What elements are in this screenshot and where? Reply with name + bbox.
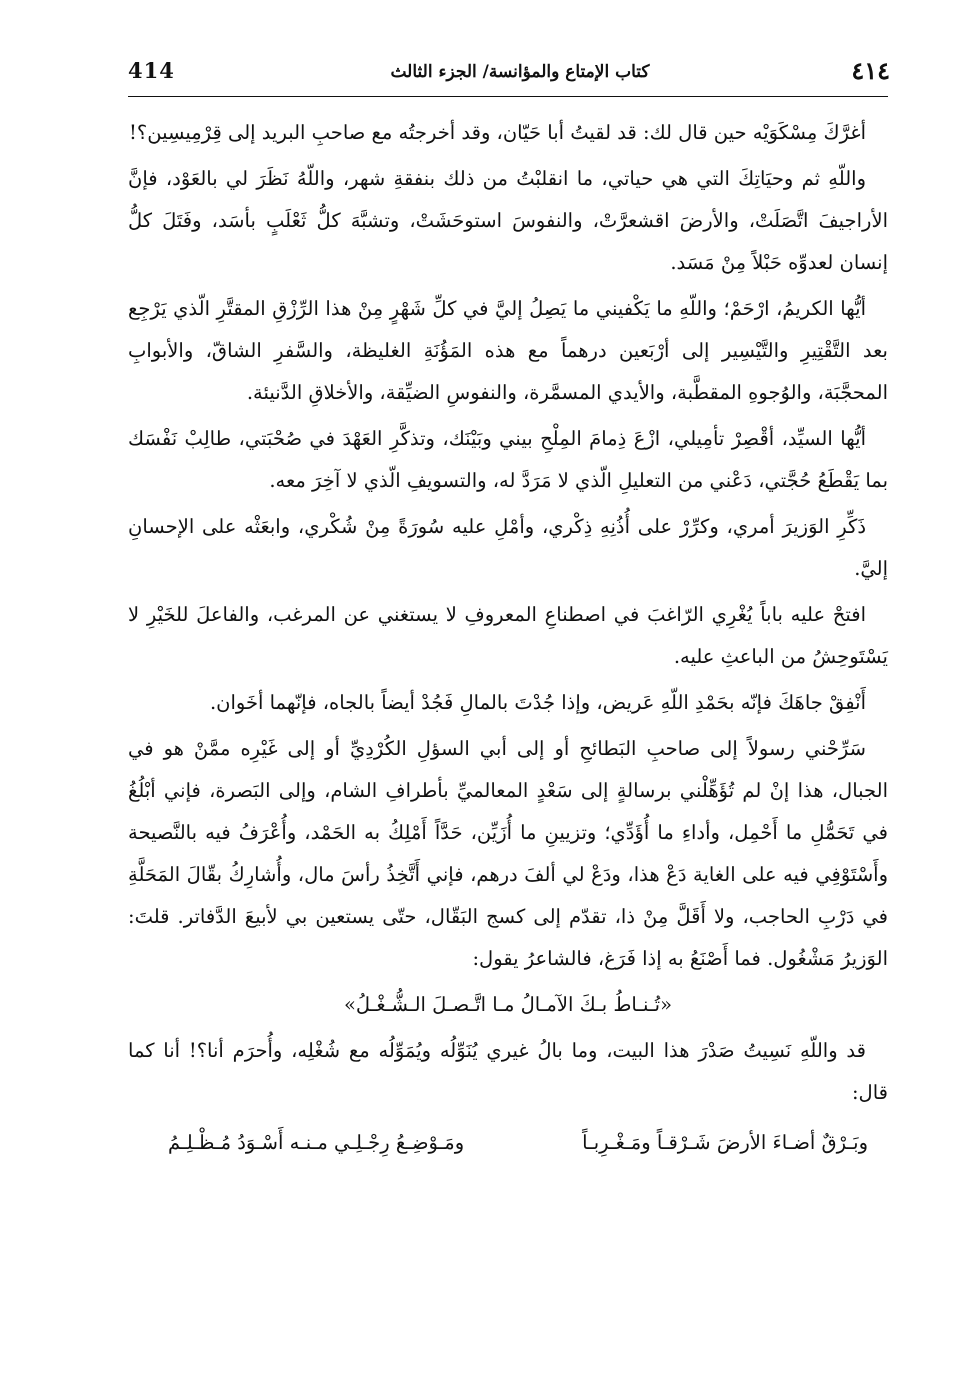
page-number-latin: 414 <box>128 58 175 83</box>
paragraph: أيُّها الكريمُ، ارْحَمْ؛ واللّهِ ما يَكْفيني ما يَصِلُ إليَّ في كلِّ شَهْرٍ مِنْ هذا الرِّزْقِ المقتَّرِ الّذي يَرْجِع بعد التَّقْتِيرِ والتَّيْسِير إلى أرْبَعين درهماً مع هذه المَؤُنَةِ الغليظة، والسَّفرِ الشاقّ، والأبوابِ المحجَّبَة، والوُجوهِ المقطَّبة، والأيدي المسمَّرة، والنفوسِ الضيِّقة، والأخلاقِ الدَّنيئة. <box>128 297 888 404</box>
page-number-arabic: ٤١٤ <box>851 56 890 85</box>
header-rule <box>128 96 888 97</box>
paragraph: أَنْفِقْ جاهَكَ فإنّه بحَمْدِ اللّهِ عَريض، وإذا جُدْتَ بالمالِ فَجُدْ أيضاً بالجاه، فإنّهما أخَوان. <box>209 691 866 714</box>
body-text <box>128 112 888 1164</box>
closing-paragraph: قد واللّهِ نَسِيتُ صَدْرَ هذا البيت، وما بالُ غيري يُنَوِّلُه ويُمَوِّلُه مع شُغْلِه، وأُحرَم أنا؟! أنا كما قال: <box>128 1039 888 1104</box>
paragraph: ذَكِّرِ الوَزيرَ أمري، وكرِّرْ على أُذُنِهِ ذِكْري، وأمْلِ عليه سُورَةً مِنْ شُكْري، وابعَثْه على الإحسانِ إليَّ. <box>128 515 888 580</box>
quoted-hemistich: «تُـنـاطُ بـكَ الآمـالُ مـا اتَّـصـلَ الـشُّـغْـلُ» <box>343 993 673 1016</box>
paragraph: سَرِّحْني رسولاً إلى صاحبِ البَطائحِ أو إلى أبي السؤلِ الكُرْدِيِّ أو إلى غَيْرِه ممَّنْ هو في الجبال، هذا إنْ لم تُؤَهِّلْني برسالةٍ إلى سَعْدٍ المعالميِّ بأطرافِ الشام، وإلى البَصرة، فإني أبْلُغُ في تَحَمُّلِ ما أَحْمِل، وأداءِ ما أُؤَدِّي؛ وتزيينِ ما أُزَيِّن، حَدَّاً أَمْلِكُ به الحَمْد، وأُعْرَفُ فيه بالنَّصيحة وأَسْتَوْفِي فيه على الغاية دَعْ هذا، ودَعْ لي ألفَ درهم، فإني أَتَّخِذُ رأسَ مال، وأُشارِكُ بقّالَ المَحَلَّةِ في دَرْبِ الحاجب، ولا أَقَلَّ مِنْ ذا، تقدّم إلى كسج البَقّال، حتّى يستعين بي لأبيعَ الدَّفاتر. قلتَ: الوَزيرُ مَشْغُول. فما أَصْنَعُ به إذا فَرَغ، فالشاعرُ يقول: <box>128 737 888 970</box>
verse <box>128 1122 888 1164</box>
paragraph: أغرَّكَ مِسْكَوَيْه حين قال لك: قد لقيتُ أبا حَيّان، وقد أخرجتُه مع صاحبِ البريد إلى قِرْمِيسِين؟! <box>129 121 866 144</box>
verse-first-hemistich: وبَـرْقٌ أضـاءَ الأرضَ شَـرْقـاً ومَـغْـرِبـاً <box>582 1131 868 1154</box>
paragraph: أيُّها السيِّد، أقْصِرْ تأمِيلي، ازْعَ ذِمامَ المِلْحِ بيني وبَيْنَك، وتذكَّرِ العَهْدَ في صُحْبَتي، طالِبْ نَفْسَك بما يَقْطَعُ حُجَّتي، دَعْني من التعليلِ الّذي لا مَرَدَّ له، والتسويفِ الّذي لا آخِرَ معه. <box>128 427 888 492</box>
running-title: كتاب الإمتاع والمؤانسة/ الجزء الثالث <box>390 62 650 82</box>
paragraph: واللّهِ ثم وحيَاتِكَ التي هي حياتي، ما انقلبْتُ من ذلك بنفقةِ شهر، واللّهُ نَظَرَ لي بالعَوْد، فإنَّ الأراجيفَ اتَّصَلَتْ، والأرضَ اقشعرَّتْ، والنفوسَ استوحَشَتْ، وتشبَّهَ كلُّ ثَعْلَبٍ بأسَد، وفَتَلَ كلُّ إنسان لعدوِّه حَبْلاً مِنْ مَسَد. <box>128 167 888 274</box>
paragraph: افتحْ عليه باباً يُغْرِي الرّاغبَ في اصطناعِ المعروفِ لا يستغني عن المرغب، والفاعلَ للخَيْرِ لا يَسْتَوحِشُ من الباعثِ عليه. <box>128 603 888 668</box>
verse-second-hemistich: ومَـوْضِـعُ رِجْـلِـي مـنـه أَسْـوَدُ مُـظْـلِـمُ <box>168 1131 465 1154</box>
